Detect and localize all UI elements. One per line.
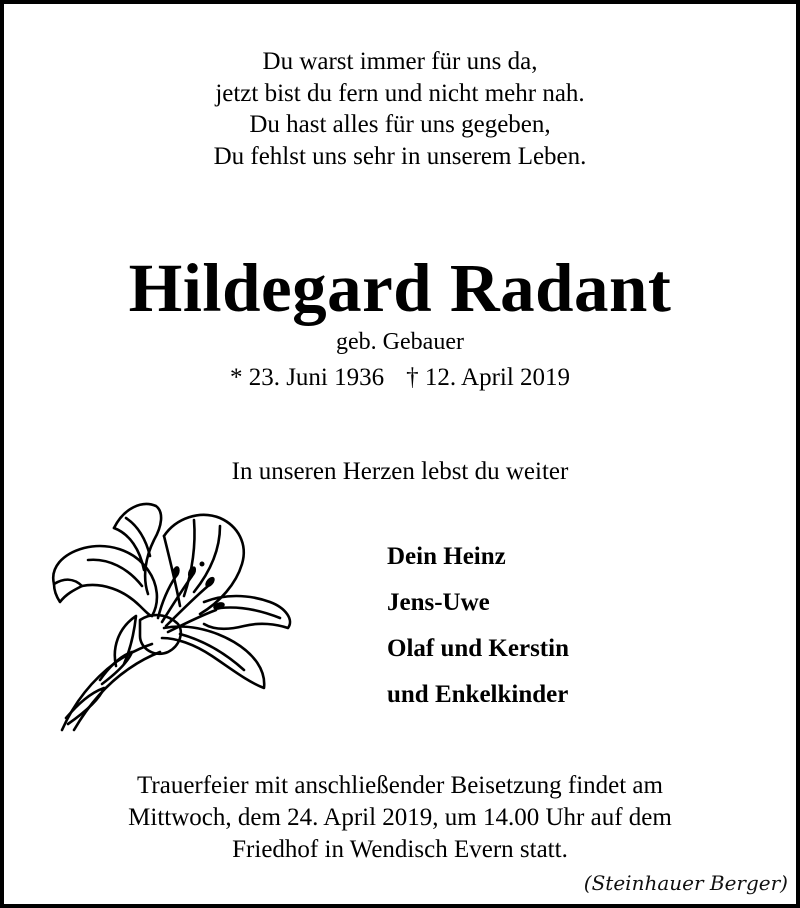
motto: In unseren Herzen lebst du weiter	[231, 458, 569, 485]
poem-line: Du hast alles für uns gegeben,	[249, 111, 551, 138]
family-member: und Enkelkinder	[387, 681, 569, 708]
poem-line: Du warst immer für uns da,	[262, 48, 538, 75]
service-line: Trauerfeier mit anschließender Beisetzung findet am	[137, 772, 663, 799]
birth-date: * 23. Juni 1936	[229, 364, 385, 391]
family-list	[387, 534, 569, 718]
maiden-name: geb. Gebauer	[336, 329, 464, 355]
service-notice	[4, 770, 796, 866]
death-date: † 12. April 2019	[406, 364, 571, 391]
deceased-name: Hildegard Radant	[128, 250, 672, 326]
service-line: Mittwoch, dem 24. April 2019, um 14.00 Uhr auf dem	[128, 804, 672, 831]
family-member: Dein Heinz	[387, 543, 506, 570]
family-member: Jens-Uwe	[387, 589, 490, 616]
life-dates	[4, 362, 796, 394]
lily-flower-icon	[44, 498, 299, 738]
poem-line: jetzt bist du fern und nicht mehr nah.	[215, 79, 585, 107]
service-line: Friedhof in Wendisch Evern statt.	[232, 836, 568, 863]
poem-line: Du fehlst uns sehr in unserem Leben.	[213, 142, 587, 170]
stonemason-imprint: (Steinhauer Berger)	[583, 871, 788, 895]
poem	[4, 46, 796, 172]
family-member: Olaf und Kerstin	[387, 635, 569, 662]
